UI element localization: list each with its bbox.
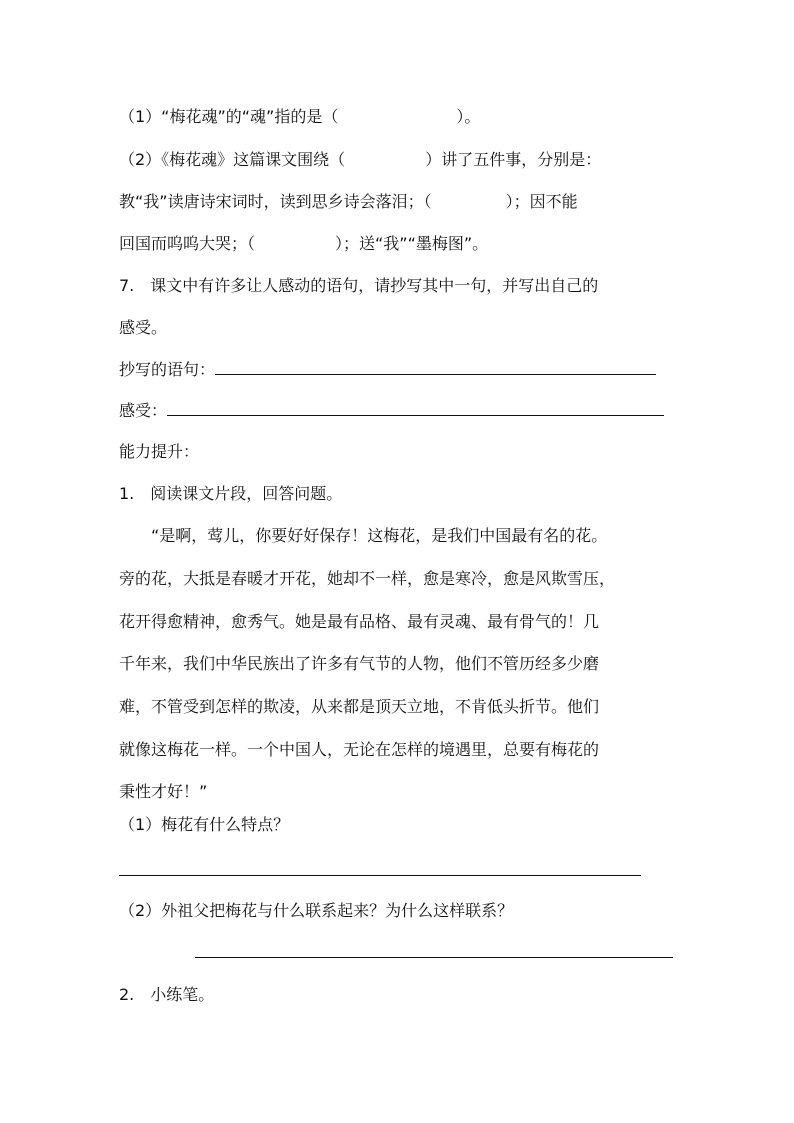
section-title: 能力提升：: [119, 442, 200, 461]
passage-line: “是啊，莺儿，你要好好保存！这梅花，是我们中国最有名的花。: [119, 526, 608, 545]
passage-line: 千年来，我们中华民族出了许多有气节的人物，他们不管历经多少磨: [119, 654, 600, 673]
q6-line4-text: 回国而呜呜大哭；（: [119, 234, 256, 253]
q7-copy-row: [119, 360, 656, 380]
q6-line4: [119, 234, 488, 254]
q7-copy-label: 抄写的语句：: [119, 360, 216, 379]
passage-line: 就像这梅花一样。一个中国人，无论在怎样的境遇里，总要有梅花的: [119, 740, 600, 759]
q6-line3-end: ）；因不能: [505, 192, 578, 211]
q6-sub2-end: ）讲了五件事，分别是：: [425, 150, 602, 169]
q7-line2: 感受。: [119, 318, 168, 337]
q1-sub2: （2）外祖父把梅花与什么联系起来？为什么这样联系？: [119, 901, 514, 920]
q6-line3: [119, 192, 578, 212]
q1-sub2-answer-line[interactable]: [195, 957, 673, 958]
q1-title: 1. 阅读课文片段，回答问题。: [119, 484, 343, 503]
q7-feel-row: [119, 401, 664, 421]
q6-line3-text: 教“我”读唐诗宋词时，读到思乡诗会落泪；（: [119, 192, 432, 211]
q6-sub1: [119, 107, 480, 127]
passage-line: 秉性才好！”: [119, 782, 208, 801]
passage-line: 旁的花，大抵是春暖才开花，她却不一样，愈是寒冷，愈是风欺雪压，: [119, 569, 616, 588]
passage-line: 难，不管受到怎样的欺凌，从来都是顶天立地，不肯低头折节。他们: [119, 697, 600, 716]
q1-sub1: （1）梅花有什么特点？: [119, 815, 290, 834]
passage-line: 花开得愈精神，愈秀气。她是最有品格、最有灵魂、最有骨气的！几: [119, 612, 600, 631]
q6-sub1-text: （1）“梅花魂”的“魂”指的是（: [119, 107, 339, 126]
q7-feel-answer-line[interactable]: [167, 401, 664, 416]
q1-sub1-answer-line[interactable]: [119, 875, 641, 876]
q6-sub1-end: ）。: [456, 107, 481, 126]
q7-line1: 7. 课文中有许多让人感动的语句，请抄写其中一句，并写出自己的: [119, 276, 599, 295]
q6-sub2: [119, 150, 601, 170]
q6-line4-end: ）；送“我”“墨梅图”。: [335, 234, 489, 253]
q6-sub2-text: （2）《梅花魂》这篇课文围绕（: [119, 150, 346, 169]
q7-copy-answer-line[interactable]: [215, 360, 656, 375]
q2-title: 2. 小练笔。: [119, 985, 215, 1004]
q7-feel-label: 感受：: [119, 401, 168, 420]
